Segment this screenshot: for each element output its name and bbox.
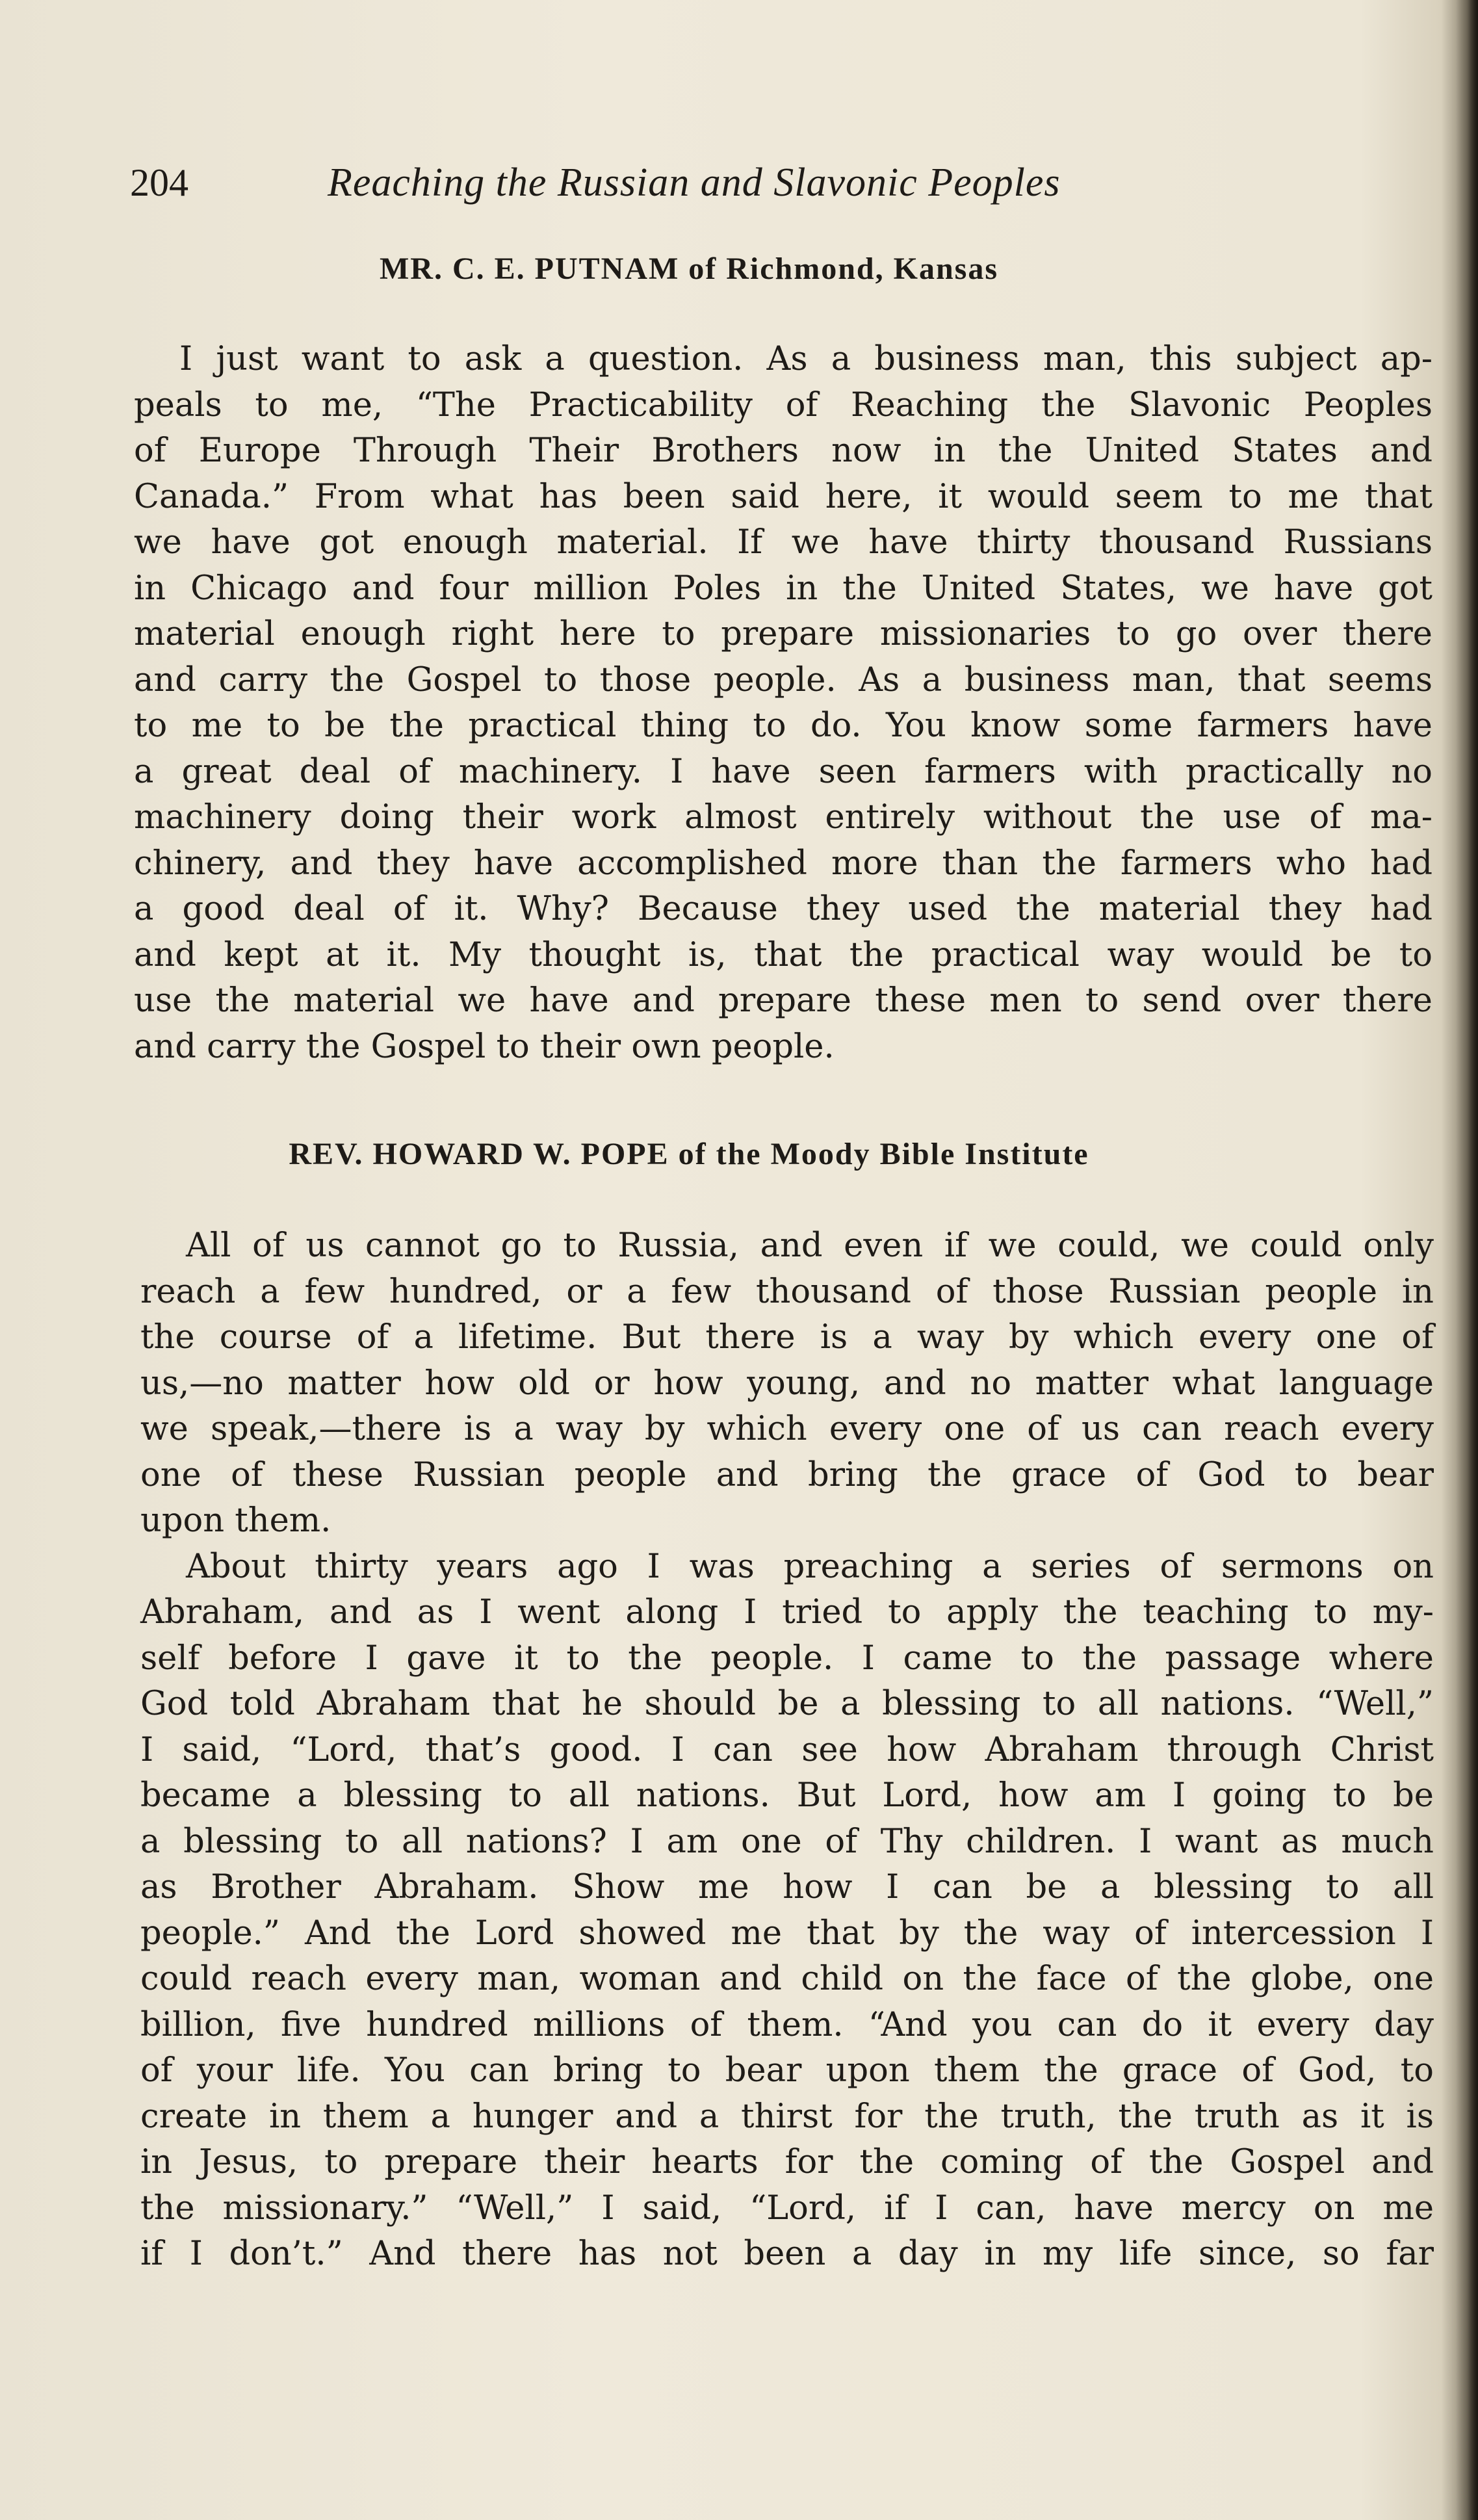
text-line: the course of a lifetime. But there is a way by which every one of	[140, 1318, 1434, 1357]
section-body-pope	[140, 1223, 1434, 2278]
text-line: God told Abraham that he should be a blessing to all nations. “Well,”	[140, 1685, 1434, 1723]
text-line: I just want to ask a question. As a business man, this subject ap-	[179, 340, 1433, 378]
text-line: upon them.	[140, 1501, 331, 1540]
text-line: could reach every man, woman and child on the face of the globe, one	[140, 1960, 1434, 1998]
text-line: if I don’t.” And there has not been a day in my life since, so far	[140, 2235, 1434, 2273]
text-line: in Jesus, to prepare their hearts for the coming of the Gospel and	[140, 2143, 1434, 2181]
text-line: as Brother Abraham. Show me how I can be a blessing to all	[140, 1868, 1434, 1906]
running-title: Reaching the Russian and Slavonic Peoples	[328, 161, 1061, 205]
text-line: material enough right here to prepare missionaries to go over there	[134, 615, 1433, 653]
text-line: us,—no matter how old or how young, and no matter what language	[140, 1364, 1434, 1403]
text-line: Abraham, and as I went along I tried to apply the teaching to my-	[140, 1593, 1434, 1631]
text-line: in Chicago and four million Poles in the United States, we have got	[134, 569, 1433, 608]
text-line: machinery doing their work almost entirely without the use of ma-	[134, 798, 1433, 837]
text-line: Canada.” From what has been said here, it would seem to me that	[134, 477, 1433, 516]
text-line: reach a few hundred, or a few thousand of those Russian people in	[140, 1272, 1434, 1311]
running-head	[130, 153, 1248, 212]
text-line: to me to be the practical thing to do. You know some farmers have	[134, 707, 1433, 745]
text-line: and carry the Gospel to their own people.	[134, 1027, 835, 1066]
section-heading-pope: REV. HOWARD W. POPE of the Moody Bible Institute	[289, 1137, 1089, 1171]
text-line: the missionary.” “Well,” I said, “Lord, if I can, have mercy on me	[140, 2189, 1434, 2228]
text-line: All of us cannot go to Russia, and even if we could, we could only	[186, 1227, 1434, 1265]
text-line: we have got enough material. If we have thirty thousand Russians	[134, 523, 1433, 562]
text-line: peals to me, “The Practicability of Reaching the Slavonic Peoples	[134, 385, 1433, 424]
text-line: of Europe Through Their Brothers now in the United States and	[134, 432, 1433, 470]
section-body-putnam	[134, 337, 1433, 1070]
text-line: a good deal of it. Why? Because they used the material they had	[134, 890, 1433, 928]
text-line: create in them a hunger and a thirst for the truth, the truth as it is	[140, 2097, 1434, 2136]
text-line: a great deal of machinery. I have seen farmers with practically no	[134, 752, 1433, 791]
text-line: use the material we have and prepare these men to send over there	[134, 981, 1433, 1020]
text-line: and carry the Gospel to those people. As a business man, that seems	[134, 660, 1433, 699]
text-line: billion, five hundred millions of them. “And you can do it every day	[140, 2005, 1434, 2044]
text-line: chinery, and they have accomplished more than the farmers who had	[134, 844, 1433, 883]
page-gutter-shadow	[1456, 0, 1478, 2520]
text-line: people.” And the Lord showed me that by the way of intercession I	[140, 1914, 1434, 1953]
page-number: 204	[130, 161, 188, 204]
section-heading-putnam: MR. C. E. PUTNAM of Richmond, Kansas	[379, 252, 999, 286]
text-line: one of these Russian people and bring the grace of God to bear	[140, 1455, 1434, 1494]
text-line: a blessing to all nations? I am one of Thy children. I want as much	[140, 1822, 1434, 1861]
text-line: and kept at it. My thought is, that the practical way would be to	[134, 935, 1433, 974]
text-line: I said, “Lord, that’s good. I can see how Abraham through Christ	[140, 1730, 1434, 1769]
text-line: became a blessing to all nations. But Lord, how am I going to be	[140, 1776, 1434, 1815]
text-line: of your life. You can bring to bear upon them the grace of God, to	[140, 2051, 1434, 2090]
text-line: self before I gave it to the people. I came to the passage where	[140, 1639, 1434, 1678]
text-line: we speak,—there is a way by which every one of us can reach every	[140, 1410, 1434, 1448]
text-line: About thirty years ago I was preaching a series of sermons on	[186, 1547, 1434, 1586]
